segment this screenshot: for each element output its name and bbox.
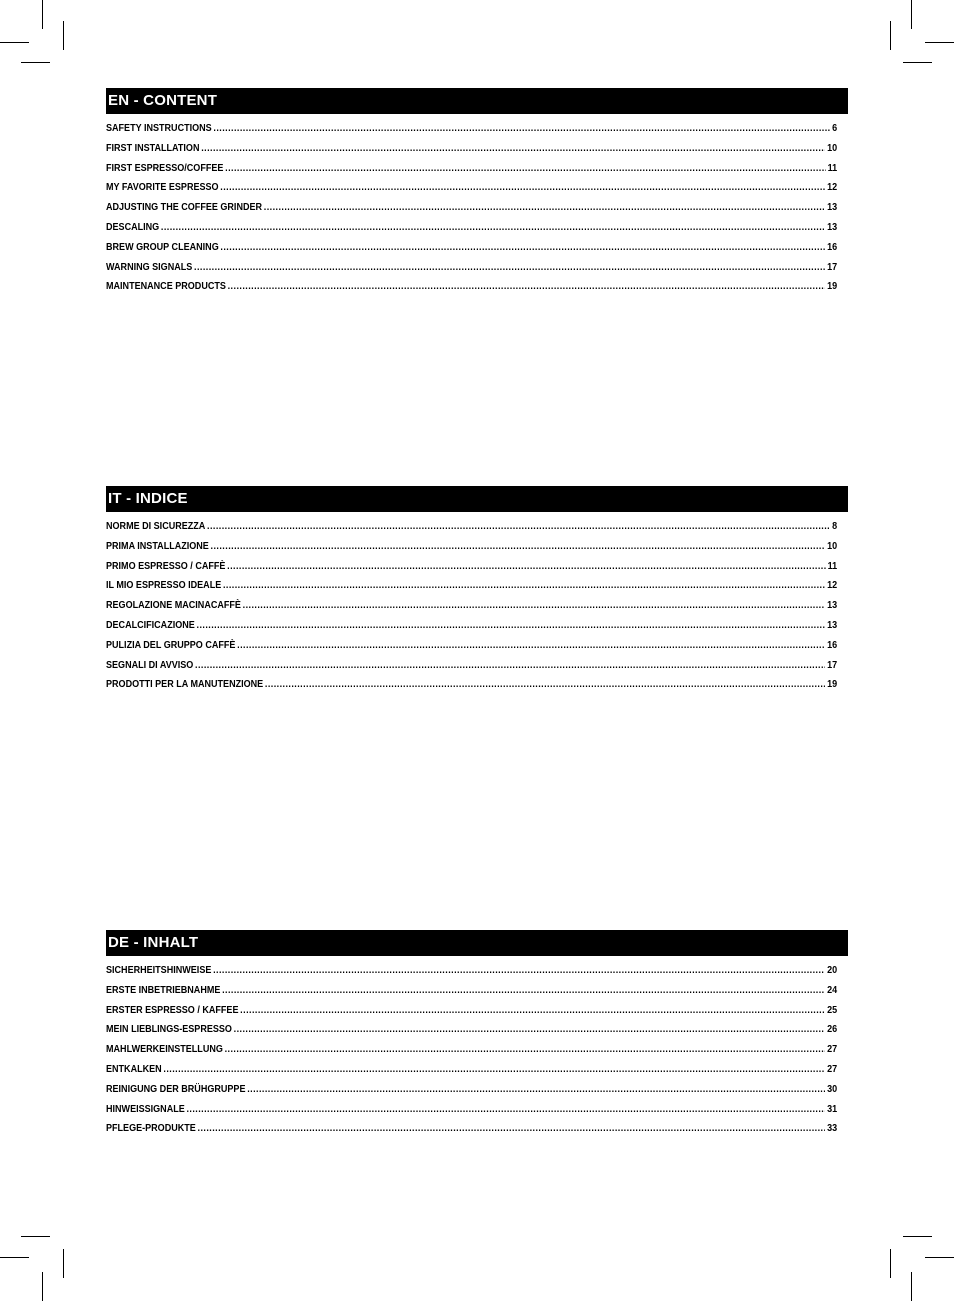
toc-list bbox=[106, 122, 848, 300]
toc-entry-title: DECALCIFICAZIONE bbox=[106, 618, 195, 631]
toc-entry-page: 8 bbox=[832, 520, 838, 532]
leader-dots bbox=[223, 579, 825, 591]
toc-entry-title: MAINTENANCE PRODUCTS bbox=[106, 280, 226, 293]
toc-entry-title: ADJUSTING THE COFFEE GRINDER bbox=[106, 201, 263, 214]
toc-entry-page: 25 bbox=[827, 1003, 838, 1016]
toc-entry-page: 16 bbox=[827, 240, 838, 253]
toc-entry-page: 30 bbox=[827, 1082, 838, 1095]
crop-mark bbox=[925, 1257, 954, 1258]
toc-entry-title: MY FAVORITE ESPRESSO bbox=[106, 181, 219, 194]
toc-entry-title: PRIMA INSTALLAZIONE bbox=[106, 539, 209, 552]
toc-entry-title: PFLEGE-PRODUKTE bbox=[106, 1122, 196, 1135]
toc-entry-page: 19 bbox=[827, 280, 838, 293]
toc-entry-page: 33 bbox=[827, 1122, 838, 1135]
toc-entry-title: SICHERHEITSHINWEISE bbox=[106, 964, 212, 976]
toc-entry-title: MEIN LIEBLINGS-ESPRESSO bbox=[106, 1023, 232, 1036]
toc-entry-title: MAHLWERKEINSTELLUNG bbox=[106, 1043, 223, 1056]
leader-dots bbox=[220, 181, 825, 193]
leader-dots bbox=[220, 241, 825, 253]
toc-entry-title: FIRST INSTALLATION bbox=[106, 141, 200, 154]
crop-mark bbox=[42, 1272, 43, 1301]
toc-list bbox=[106, 964, 848, 1142]
leader-dots bbox=[264, 201, 826, 213]
toc-entry-title: SEGNALI DI AVVISO bbox=[106, 658, 194, 671]
toc-entry-page: 6 bbox=[832, 122, 838, 134]
leader-dots bbox=[213, 122, 830, 134]
toc-entry-page: 17 bbox=[827, 260, 838, 273]
crop-mark bbox=[903, 1236, 932, 1237]
toc-entry-page: 26 bbox=[827, 1023, 838, 1036]
toc-entry-page: 12 bbox=[827, 579, 838, 592]
toc-entry-page: 19 bbox=[827, 678, 838, 691]
toc-entry-page: 10 bbox=[827, 141, 838, 154]
toc-entry-title: NORME DI SICUREZZA bbox=[106, 520, 206, 532]
toc-entry-title: FIRST ESPRESSO/COFFEE bbox=[106, 161, 224, 174]
toc-entry-page: 12 bbox=[827, 181, 838, 194]
toc-entry-page: 16 bbox=[827, 638, 838, 651]
toc-entry-page: 31 bbox=[827, 1102, 838, 1115]
toc-entry-title: SAFETY INSTRUCTIONS bbox=[106, 122, 212, 134]
leader-dots bbox=[207, 520, 830, 532]
section-header: DE - INHALT bbox=[106, 930, 848, 956]
section-header: IT - INDICE bbox=[106, 486, 848, 512]
toc-entry[interactable] bbox=[106, 678, 837, 698]
toc-entry-page: 27 bbox=[827, 1043, 838, 1056]
toc-entry[interactable] bbox=[106, 1004, 837, 1024]
leader-dots bbox=[247, 1083, 825, 1095]
toc-entry-page: 20 bbox=[827, 964, 838, 976]
leader-dots bbox=[240, 1004, 825, 1016]
toc-entry[interactable] bbox=[106, 1063, 837, 1083]
toc-entry-title: HINWEISSIGNALE bbox=[106, 1102, 185, 1115]
toc-entry[interactable] bbox=[106, 540, 837, 560]
crop-mark bbox=[21, 1236, 50, 1237]
leader-dots bbox=[194, 261, 825, 273]
toc-entry[interactable] bbox=[106, 1122, 837, 1142]
toc-list bbox=[106, 520, 848, 698]
crop-mark bbox=[903, 62, 932, 63]
crop-mark bbox=[925, 42, 954, 43]
leader-dots bbox=[228, 280, 826, 292]
toc-entry[interactable] bbox=[106, 1083, 837, 1103]
toc-entry[interactable] bbox=[106, 181, 837, 201]
toc-entry[interactable] bbox=[106, 241, 837, 261]
toc-entry-page: 13 bbox=[827, 201, 838, 214]
toc-entry[interactable] bbox=[106, 560, 837, 580]
toc-entry-title: DESCALING bbox=[106, 220, 160, 233]
crop-mark bbox=[911, 1272, 912, 1301]
crop-mark bbox=[0, 1257, 29, 1258]
leader-dots bbox=[237, 639, 825, 651]
crop-mark bbox=[0, 42, 29, 43]
toc-entry[interactable] bbox=[106, 122, 837, 142]
toc-entry-page: 24 bbox=[827, 983, 838, 996]
toc-entry-page: 11 bbox=[827, 161, 838, 174]
toc-entry-title: REINIGUNG DER BRÜHGRUPPE bbox=[106, 1082, 246, 1095]
toc-entry[interactable] bbox=[106, 619, 837, 639]
toc-entry[interactable] bbox=[106, 1103, 837, 1123]
toc-entry-page: 13 bbox=[827, 220, 838, 233]
leader-dots bbox=[163, 1063, 825, 1075]
toc-entry-title: PRIMO ESPRESSO / CAFFÈ bbox=[106, 559, 226, 572]
toc-entry-title: ERSTER ESPRESSO / KAFFEE bbox=[106, 1003, 239, 1016]
leader-dots bbox=[227, 560, 826, 572]
toc-entry[interactable] bbox=[106, 1023, 837, 1043]
leader-dots bbox=[243, 599, 826, 611]
toc-entry-title: REGOLAZIONE MACINACAFFÈ bbox=[106, 599, 241, 612]
toc-entry-page: 10 bbox=[827, 539, 838, 552]
crop-mark bbox=[63, 21, 64, 50]
toc-entry[interactable] bbox=[106, 280, 837, 300]
leader-dots bbox=[201, 142, 825, 154]
toc-section-it bbox=[106, 486, 848, 698]
toc-section-en bbox=[106, 88, 848, 300]
toc-entry[interactable] bbox=[106, 639, 837, 659]
toc-entry-page: 11 bbox=[827, 559, 838, 572]
toc-entry[interactable] bbox=[106, 984, 837, 1004]
crop-mark bbox=[890, 1249, 891, 1278]
crop-mark bbox=[890, 21, 891, 50]
crop-mark bbox=[63, 1249, 64, 1278]
toc-entry[interactable] bbox=[106, 221, 837, 241]
toc-entry-title: ERSTE INBETRIEBNAHME bbox=[106, 983, 221, 996]
toc-entry-title: PULIZIA DEL GRUPPO CAFFÈ bbox=[106, 638, 236, 651]
toc-entry[interactable] bbox=[106, 261, 837, 281]
crop-mark bbox=[42, 0, 43, 29]
leader-dots bbox=[213, 964, 825, 976]
leader-dots bbox=[222, 984, 825, 996]
toc-entry-title: BREW GROUP CLEANING bbox=[106, 240, 219, 253]
toc-entry[interactable] bbox=[106, 1043, 837, 1063]
leader-dots bbox=[198, 1122, 826, 1134]
toc-entry[interactable] bbox=[106, 520, 837, 540]
leader-dots bbox=[197, 619, 826, 631]
toc-entry[interactable] bbox=[106, 659, 837, 679]
toc-section-de bbox=[106, 930, 848, 1142]
toc-entry[interactable] bbox=[106, 599, 837, 619]
toc-entry[interactable] bbox=[106, 579, 837, 599]
leader-dots bbox=[195, 659, 825, 671]
leader-dots bbox=[186, 1103, 825, 1115]
toc-entry-page: 17 bbox=[827, 658, 838, 671]
toc-entry[interactable] bbox=[106, 162, 837, 182]
toc-entry-page: 13 bbox=[827, 618, 838, 631]
leader-dots bbox=[225, 1043, 826, 1055]
leader-dots bbox=[211, 540, 826, 552]
section-header: EN - CONTENT bbox=[106, 88, 848, 114]
toc-entry-page: 13 bbox=[827, 599, 838, 612]
toc-entry[interactable] bbox=[106, 142, 837, 162]
leader-dots bbox=[234, 1023, 826, 1035]
toc-entry-title: PRODOTTI PER LA MANUTENZIONE bbox=[106, 678, 264, 691]
crop-mark bbox=[21, 62, 50, 63]
toc-entry[interactable] bbox=[106, 201, 837, 221]
toc-entry-title: ENTKALKEN bbox=[106, 1062, 162, 1075]
leader-dots bbox=[225, 162, 826, 174]
toc-entry[interactable] bbox=[106, 964, 837, 984]
leader-dots bbox=[161, 221, 825, 233]
toc-entry-title: IL MIO ESPRESSO IDEALE bbox=[106, 579, 222, 592]
toc-entry-title: WARNING SIGNALS bbox=[106, 260, 193, 273]
crop-mark bbox=[911, 0, 912, 29]
leader-dots bbox=[265, 678, 825, 690]
toc-entry-page: 27 bbox=[827, 1062, 838, 1075]
